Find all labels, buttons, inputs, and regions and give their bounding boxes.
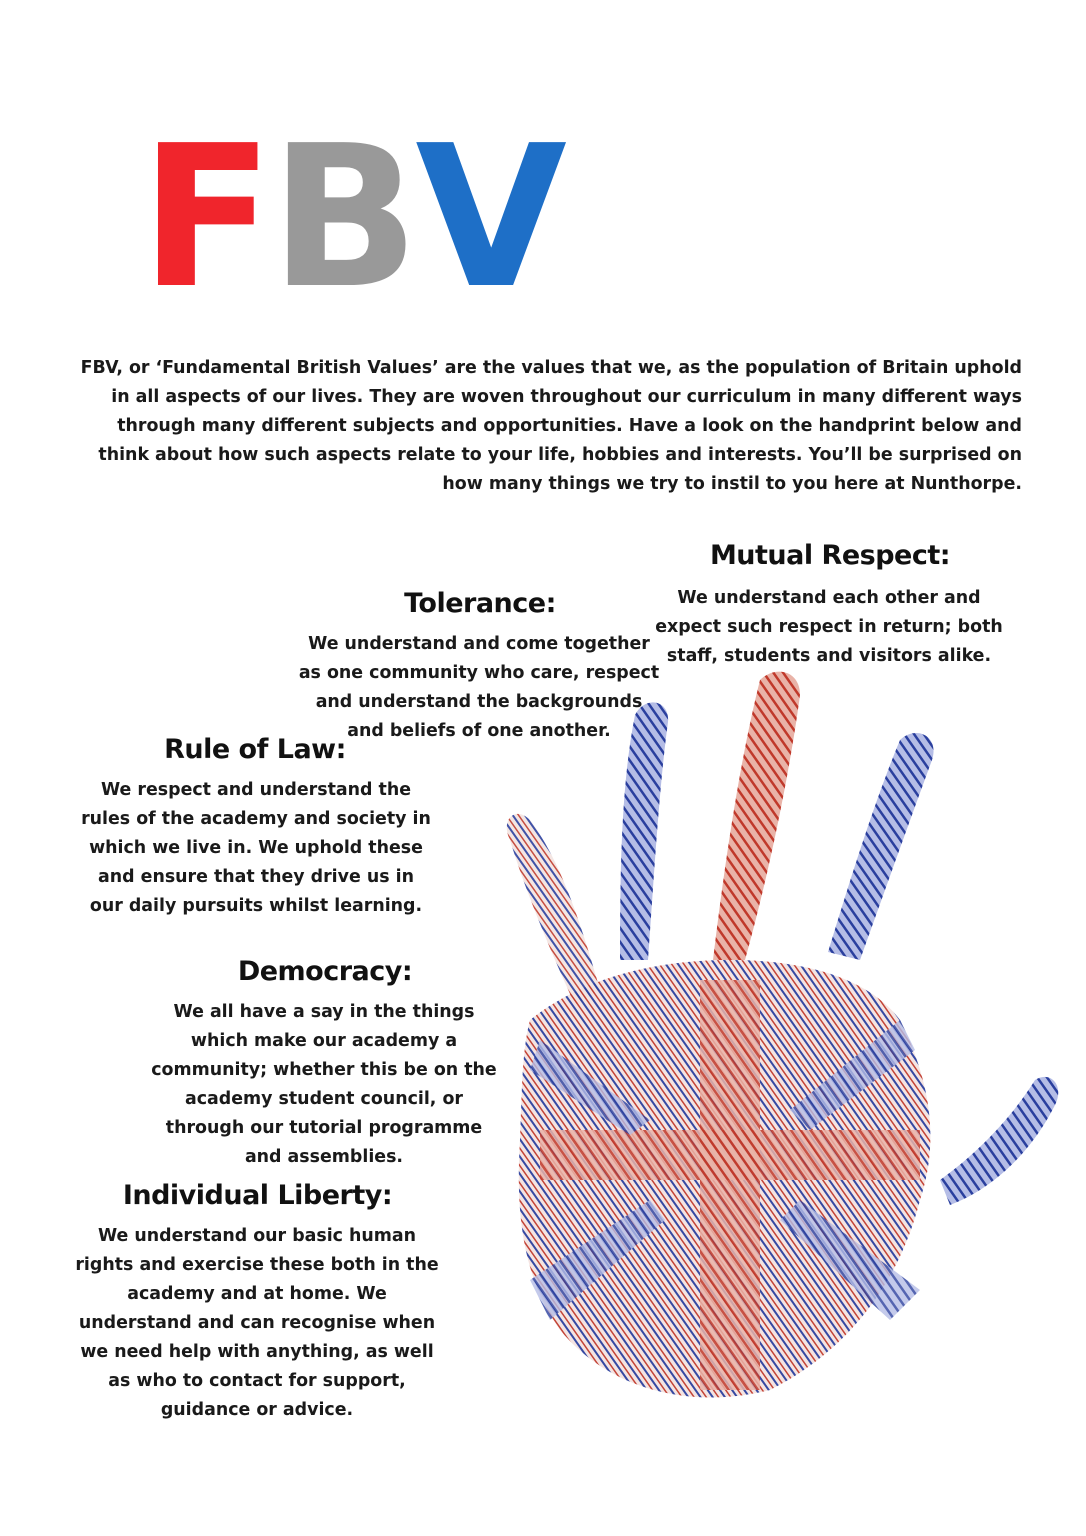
individual-liberty-heading: Individual Liberty: [122,1180,393,1211]
union-jack-handprint-icon [470,660,1070,1420]
logo-letter-v: V [415,104,563,332]
rule-of-law-text: We respect and understand the rules of the academy and society in which we live in. We uphold these and ensure that they drive us in our daily pursuits whilst learning. [81,780,431,916]
mutual-respect-heading: Mutual Respect: [709,540,951,571]
democracy-heading: Democracy: [237,956,413,987]
democracy-text: We all have a say in the things which make our academy a community; whether this be on the academy student council, or through our tutorial programme and assemblies. [151,1002,497,1167]
tolerance-text: We understand and come together as one community who care, respect and understand the backgrounds and beliefs of one another. [298,634,660,741]
individual-liberty-text: We understand our basic human rights and exercise these both in the academy and at home. We understand and can recognise when we need help with anything, as well as who to contact for support, guidance or advice. [75,1226,439,1420]
mutual-respect-text: We understand each other and expect such respect in return; both staff, students and visitors alike. [655,588,1003,666]
logo-letter-f: F [140,104,270,332]
rule-of-law-heading: Rule of Law: [164,734,346,765]
tolerance-heading: Tolerance: [404,588,556,619]
fbv-logo [140,104,563,332]
intro-paragraph: FBV, or ‘Fundamental British Values’ are the values that we, as the population of Britain uphold in all aspects of our lives. They are woven throughout our curriculum in many different ways through many different subjects and opportunities. Have a look on the handprint below and think about how such aspects relate to your life, hobbies and interests. You’ll be surprised on how many things we try to instil to you here at Nunthorpe. [80,358,1022,494]
logo-letter-b: B [269,104,416,332]
